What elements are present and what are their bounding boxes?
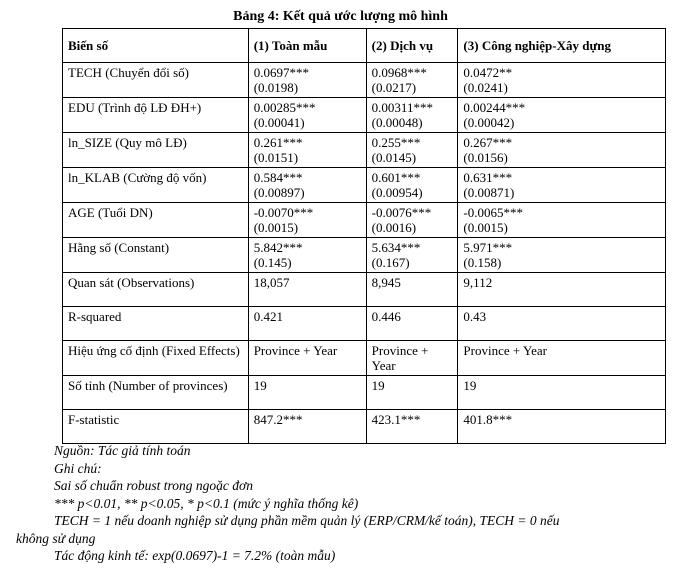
cell-value: 0.43 [458, 307, 666, 341]
row-label: F-statistic [63, 410, 249, 444]
table-header-row [63, 29, 666, 63]
cell-coef: 0.0472** (0.0241) [458, 63, 666, 98]
header-col2: (2) Dịch vụ [366, 29, 458, 63]
regression-results-table [62, 28, 666, 444]
cell-coef: 0.601*** (0.00954) [366, 168, 458, 203]
cell-value: Province + Year [458, 341, 666, 376]
table-row [63, 307, 666, 341]
note-label: Ghi chú: [54, 460, 102, 476]
table-row [63, 273, 666, 307]
cell-value: 8,945 [366, 273, 458, 307]
row-label: Số tỉnh (Number of provinces) [63, 376, 249, 410]
table-row [63, 238, 666, 273]
row-label: TECH (Chuyển đổi số) [63, 63, 249, 98]
cell-coef: 0.00311*** (0.00048) [366, 98, 458, 133]
table-row [63, 168, 666, 203]
row-label: ln_KLAB (Cường độ vốn) [63, 168, 249, 203]
cell-value: 401.8*** [458, 410, 666, 444]
table-row [63, 341, 666, 376]
table-row [63, 98, 666, 133]
cell-value: 19 [248, 376, 366, 410]
cell-value: 0.446 [366, 307, 458, 341]
cell-coef: 5.634*** (0.167) [366, 238, 458, 273]
cell-value: 9,112 [458, 273, 666, 307]
table-notes [0, 442, 681, 565]
table-title: Bảng 4: Kết quả ước lượng mô hình [233, 9, 448, 24]
note-robust: Sai số chuẩn robust trong ngoặc đơn [54, 478, 253, 493]
note-tech-definition: TECH = 1 nếu doanh nghiệp sử dụng phần mềm quản lý (ERP/CRM/kế toán), TECH = 0 nếu [54, 513, 560, 528]
cell-value: 423.1*** [366, 410, 458, 444]
cell-coef: 0.584*** (0.00897) [248, 168, 366, 203]
table-row [63, 376, 666, 410]
row-label: AGE (Tuổi DN) [63, 203, 249, 238]
cell-coef: -0.0070*** (0.0015) [248, 203, 366, 238]
table-row [63, 410, 666, 444]
cell-coef: 5.842*** (0.145) [248, 238, 366, 273]
table-row [63, 133, 666, 168]
cell-coef: 0.631*** (0.00871) [458, 168, 666, 203]
cell-value: 19 [458, 376, 666, 410]
cell-coef: 0.0697*** (0.0198) [248, 63, 366, 98]
cell-coef: 0.00285*** (0.00041) [248, 98, 366, 133]
cell-coef: 0.261*** (0.0151) [248, 133, 366, 168]
cell-value: 0.421 [248, 307, 366, 341]
cell-coef: -0.0065*** (0.0015) [458, 203, 666, 238]
header-col3: (3) Công nghiệp-Xây dựng [458, 29, 666, 63]
cell-value: 847.2*** [248, 410, 366, 444]
cell-coef: 5.971*** (0.158) [458, 238, 666, 273]
row-label: ln_SIZE (Quy mô LĐ) [63, 133, 249, 168]
note-significance: *** p<0.01, ** p<0.05, * p<0.1 (mức ý nghĩa thống kê) [54, 495, 359, 511]
header-variable: Biến số [63, 29, 249, 63]
cell-value: Province + Year [366, 341, 458, 376]
cell-coef: 0.255*** (0.0145) [366, 133, 458, 168]
cell-coef: 0.0968*** (0.0217) [366, 63, 458, 98]
row-label: EDU (Trình độ LĐ ĐH+) [63, 98, 249, 133]
row-label: Quan sát (Observations) [63, 273, 249, 307]
cell-value: 19 [366, 376, 458, 410]
row-label: R-squared [63, 307, 249, 341]
note-source: Nguồn: Tác giả tính toán [54, 443, 191, 458]
note-tech-definition-cont: không sử dụng [16, 530, 96, 546]
row-label: Hằng số (Constant) [63, 238, 249, 273]
cell-coef: -0.0076*** (0.0016) [366, 203, 458, 238]
cell-value: Province + Year [248, 341, 366, 376]
note-economic-effect: Tác động kinh tế: exp(0.0697)-1 = 7.2% (toàn mẫu) [54, 548, 336, 563]
row-label: Hiệu ứng cố định (Fixed Effects) [63, 341, 249, 376]
table-row [63, 203, 666, 238]
table-row [63, 63, 666, 98]
cell-coef: 0.267*** (0.0156) [458, 133, 666, 168]
cell-value: 18,057 [248, 273, 366, 307]
header-col1: (1) Toàn mẫu [248, 29, 366, 63]
cell-coef: 0.00244*** (0.00042) [458, 98, 666, 133]
